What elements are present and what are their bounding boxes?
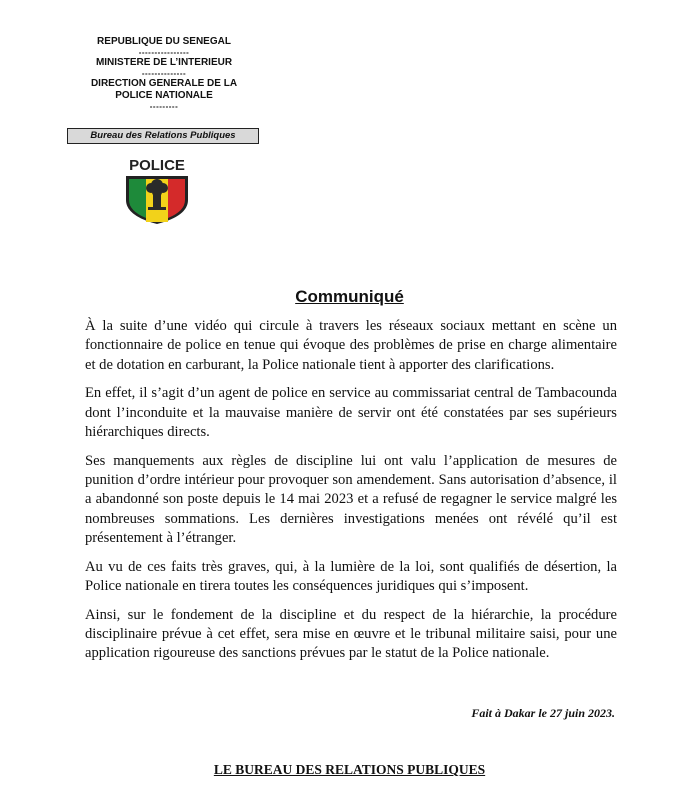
letterhead <box>68 36 260 111</box>
separator: ---------------- <box>138 48 190 57</box>
paragraph: Ainsi, sur le fondement de la discipline et du respect de la hiérarchie, la procédure disciplinaire prévue à cet effet, sera mise en œuvre et le tribunal militaire saisi, pour une application rigoureuse des sanctions prévues par le statut de la Police nationale. <box>85 606 617 662</box>
direction-line: DIRECTION GENERALE DE LA <box>90 78 238 89</box>
republic-line: REPUBLIQUE DU SENEGAL <box>97 36 231 47</box>
police-nationale-line: POLICE NATIONALE <box>115 90 213 101</box>
separator: --------- <box>149 102 179 111</box>
police-badge-logo <box>118 156 196 226</box>
paragraph: Au vu de ces faits très graves, qui, à la lumière de la loi, sont qualifiés de désertion, la Police nationale en tirera toutes les conséquences juridiques qui s’imposent. <box>85 558 617 595</box>
logo-text: POLICE <box>129 157 185 174</box>
paragraph: À la suite d’une vidéo qui circule à travers les réseaux sociaux mettant en scène un fonctionnaire de police en tenue qui évoque des problèmes de prise en charge alimentaire et de dotation en carburant, la Police nationale tient à apporter des clarifications. <box>85 318 617 373</box>
page-title: Communiqué <box>295 287 404 306</box>
paragraph: En effet, il s’agit d’un agent de police en service au commissariat central de Tambacounda dont l’inconduite et la mauvaise manière de servir ont été constatées par ses supérieurs hiérarchiques directs. <box>85 385 617 440</box>
paragraph: Ses manquements aux règles de discipline lui ont valu l’application de mesures de punition d’ordre intérieur pour provoquer son amendement. Sans autorisation d’absence, il a abandonné son poste depuis le 14 mai 2023 et a refusé de regagner le service malgré les nombreuses sommations. Les dernières investigations menées ont révélé qu’il est présentement à l’étranger. <box>85 452 617 546</box>
date-place-line: Fait à Dakar le 27 juin 2023. <box>471 706 615 720</box>
signature-line: LE BUREAU DES RELATIONS PUBLIQUES <box>213 762 486 777</box>
separator: -------------- <box>141 69 187 78</box>
ministry-line: MINISTERE DE L’INTERIEUR <box>95 57 233 68</box>
bureau-label: Bureau des Relations Publiques <box>67 128 259 144</box>
communique-body <box>85 317 617 673</box>
